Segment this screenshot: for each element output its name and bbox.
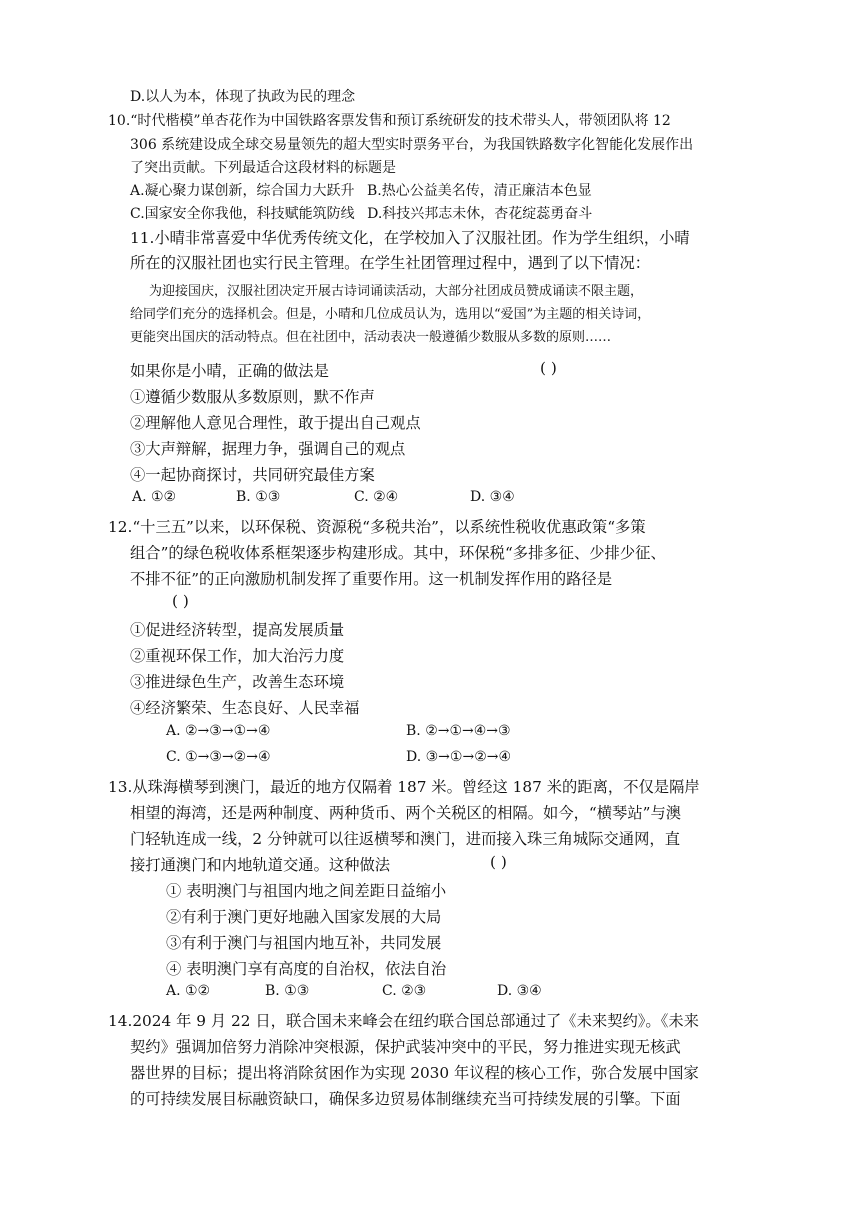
q12-answer-bracket: ( ) <box>172 592 189 610</box>
q13-option-c: C. ②③ <box>382 983 427 999</box>
q10-option-a: A.凝心聚力谋创新，综合国力大跃升 <box>130 183 355 199</box>
q12-stem-line3: 不排不征”的正向激励机制发挥了重要作用。这一机制发挥作用的路径是 <box>130 570 613 588</box>
q11-stem-line2: 所在的汉服社团也实行民主管理。在学生社团管理过程中，遇到了以下情况： <box>130 254 651 272</box>
q14-stem-line2: 契约》强调加倍努力消除冲突根源，保护武装冲突中的平民，努力推进实现无核武 <box>130 1038 681 1056</box>
q10-option-c: C.国家安全你我他，科技赋能筑防线 <box>130 206 355 222</box>
q12-option-b: B. ②→①→④→③ <box>406 723 511 739</box>
q13-option-b: B. ①③ <box>265 983 310 999</box>
q11-option-b: B. ①③ <box>236 489 281 505</box>
q13-item-2: ②有利于澳门更好地融入国家发展的大局 <box>166 908 442 926</box>
q13-option-a: A. ①② <box>166 983 211 999</box>
q12-option-d: D. ③→①→②→④ <box>406 749 512 765</box>
q10-stem-line3: 了突出贡献。下列最适合这段材料的标题是 <box>130 160 396 176</box>
q11-option-a: A. ①② <box>132 489 177 505</box>
q10-option-b: B.热心公益美名传，清正廉洁本色显 <box>367 183 592 199</box>
q11-item-1: ①遵循少数服从多数原则，默不作声 <box>130 388 375 406</box>
q10-options-row1 <box>130 180 592 200</box>
q12-stem-line1: 12.“十三五”以来，以环保税、资源税“多税共治”，以系统性税收优惠政策“多策 <box>108 518 646 536</box>
q11-item-2: ②理解他人意见合理性，敢于提出自己观点 <box>130 414 421 432</box>
q13-item-3: ③有利于澳门与祖国内地互补，共同发展 <box>166 934 442 952</box>
q13-stem-line2: 相望的海湾，还是两种制度、两种货币、两个关税区的相隔。如今，“横琴站”与澳 <box>130 804 682 822</box>
q10-options-row2 <box>130 203 592 223</box>
q13-item-1: ① 表明澳门与祖国内地之间差距日益缩小 <box>166 882 447 900</box>
q11-material-line2: 给同学们充分的选择机会。但是，小晴和几位成员认为，选用以“爱国”为主题的相关诗词， <box>130 307 651 322</box>
q12-stem-line2: 组合”的绿色税收体系框架逐步构建形成。其中，环保税“多排多征、少排少征、 <box>130 544 666 562</box>
q12-option-a: A. ②→③→①→④ <box>166 723 271 739</box>
q11-item-3: ③大声辩解，据理力争，强调自己的观点 <box>130 440 406 458</box>
q13-stem-line4: 接打通澳门和内地轨道交通。这种做法 <box>130 856 391 874</box>
q12-option-c: C. ①→③→②→④ <box>166 749 271 765</box>
q13-answer-bracket: ( ) <box>490 853 507 871</box>
q12-item-3: ③推进绿色生产，改善生态环境 <box>130 673 345 691</box>
q11-item-4: ④一起协商探讨，共同研究最佳方案 <box>130 466 375 484</box>
q12-item-2: ②重视环保工作，加大治污力度 <box>130 647 345 665</box>
q11-question: 如果你是小晴，正确的做法是 <box>130 362 329 380</box>
q13-stem-line1: 13.从珠海横琴到澳门，最近的地方仅隔着 187 米。曾经这 187 米的距离，不仅是隔岸 <box>108 778 700 796</box>
q13-item-4: ④ 表明澳门享有高度的自治权，依法自治 <box>166 960 447 978</box>
q11-option-d: D. ③④ <box>470 489 515 505</box>
q12-item-1: ①促进经济转型，提高发展质量 <box>130 621 345 639</box>
q10-stem-line2: 306 系统建设成全球交易量领先的超大型实时票务平台，为我国铁路数字化智能化发展作出 <box>130 137 694 153</box>
q10-option-d: D.科技兴邦志未休，杏花绽蕊勇奋斗 <box>367 206 593 222</box>
q14-stem-line4: 的可持续发展目标融资缺口，确保多边贸易体制继续充当可持续发展的引擎。下面 <box>130 1090 681 1108</box>
q11-material-line3: 更能突出国庆的活动特点。但在社团中，活动表决一般遵循少数服从多数的原则…… <box>130 330 612 345</box>
q10-stem-line1: 10.“时代楷模”单杏花作为中国铁路客票发售和预订系统研发的技术带头人，带领团队将 12 <box>108 113 671 129</box>
q13-stem-line3: 门轻轨连成一线，2 分钟就可以往返横琴和澳门，进而接入珠三角城际交通网，直 <box>130 830 680 848</box>
q11-option-c: C. ②④ <box>354 489 399 505</box>
q13-option-d: D. ③④ <box>497 983 542 999</box>
q9-option-d: D.以人为本，体现了执政为民的理念 <box>130 89 356 105</box>
q11-stem-line1: 11.小晴非常喜爱中华优秀传统文化，在学校加入了汉服社团。作为学生组织，小晴 <box>130 229 690 247</box>
q14-stem-line1: 14.2024 年 9 月 22 日，联合国未来峰会在纽约联合国总部通过了《未来契约》。《未来 <box>108 1012 699 1030</box>
q11-answer-bracket: ( ) <box>540 359 557 377</box>
q11-material-line1: 为迎接国庆，汉服社团决定开展古诗词诵读活动，大部分社团成员赞成诵读不限主题， <box>149 284 644 299</box>
q14-stem-line3: 器世界的目标；提出将消除贫困作为实现 2030 年议程的核心工作，弥合发展中国家 <box>130 1064 699 1082</box>
q12-item-4: ④经济繁荣、生态良好、人民幸福 <box>130 699 360 717</box>
